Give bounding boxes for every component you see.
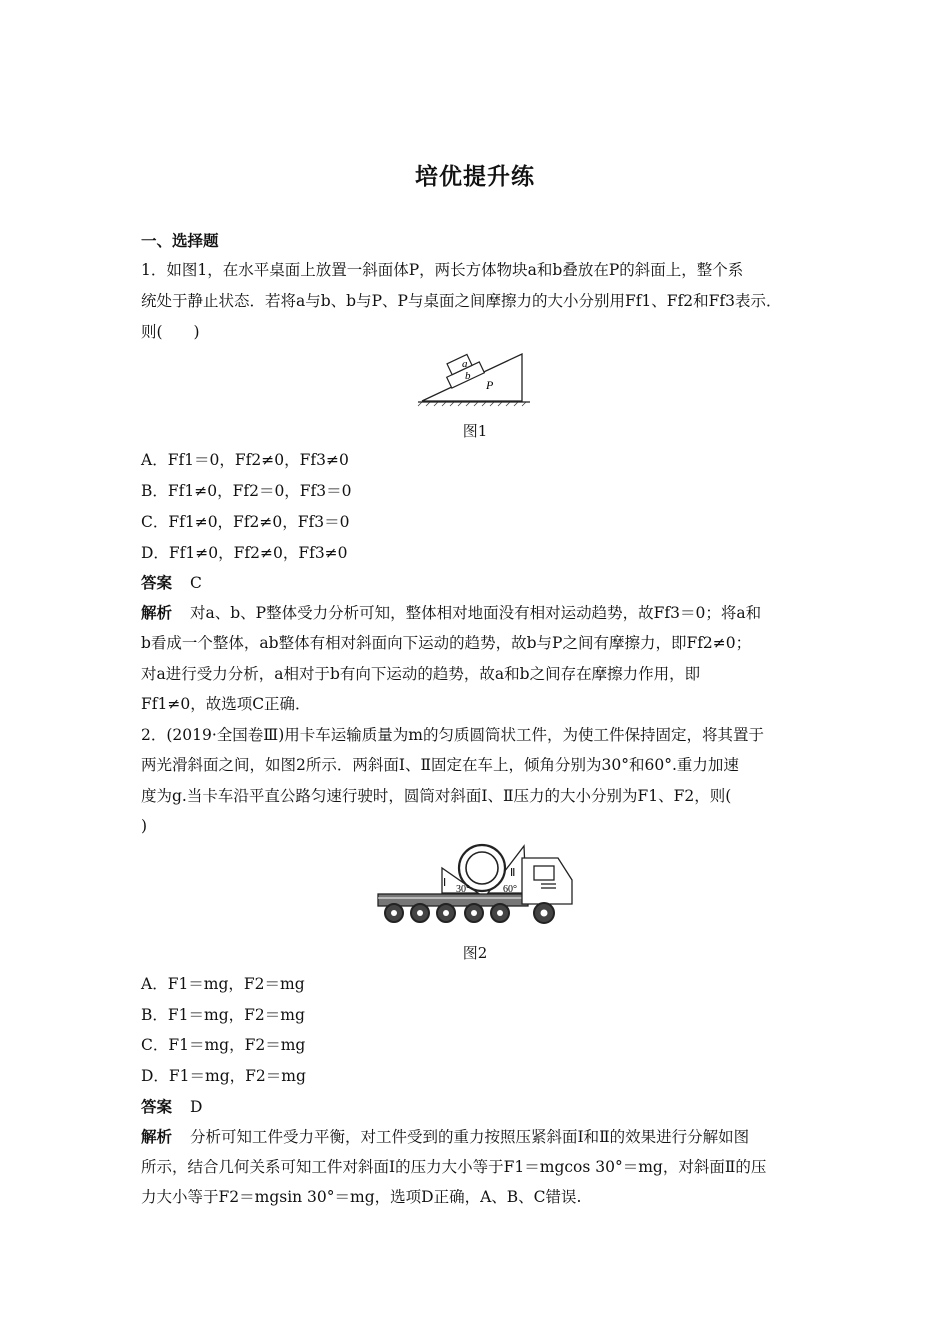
section-heading: 一、选择题 [141, 232, 219, 250]
q1-analysis-2: b看成一个整体，ab整体有相对斜面向下运动的趋势，故b与P之间有摩擦力，即Ff2≠0； [141, 634, 752, 652]
q2-analysis-1 [141, 1127, 811, 1147]
analysis-label: 解析 [141, 1128, 173, 1146]
incline-diagram [418, 351, 530, 406]
figure-2-truck [376, 838, 576, 930]
q1-option-d: D．Ff1≠0，Ff2≠0，Ff3≠0 [141, 544, 348, 562]
analysis-text: 对a、b、P整体受力分析可知，整体相对地面没有相对运动趋势，故Ff3＝0；将a和 [190, 604, 762, 622]
q1-option-a: A．Ff1＝0，Ff2≠0，Ff3≠0 [141, 451, 349, 469]
label-angle-30: 30° [456, 884, 470, 895]
q2-line-1: 2．(2019·全国卷Ⅲ)用卡车运输质量为m的匀质圆筒状工件，为使工件保持固定，将其置于 [141, 726, 764, 744]
q1-line-1: 1．如图1，在水平桌面上放置一斜面体P，两长方体物块a和b叠放在P的斜面上，整个系 [141, 261, 744, 279]
q2-option-c: C．F1＝mg，F2＝mg [141, 1036, 306, 1054]
q1-analysis-4: Ff1≠0，故选项C正确． [141, 695, 311, 713]
answer-label: 答案 [141, 574, 173, 592]
q1-line-3: 则( ) [141, 323, 200, 341]
figure-1-caption: 图1 [462, 422, 488, 440]
q1-line-2: 统处于静止状态．若将a与b、b与P、P与桌面之间摩擦力的大小分别用Ff1、Ff2和Ff3表示． [141, 292, 782, 310]
answer-value: C [190, 574, 202, 592]
label-incline-i: Ⅰ [443, 877, 447, 889]
label-a: a [462, 358, 468, 370]
q2-option-d: D．F1＝mg，F2＝mg [141, 1067, 306, 1085]
answer-value: D [190, 1098, 203, 1116]
q1-option-b: B．Ff1≠0，Ff2＝0，Ff3＝0 [141, 482, 352, 500]
q1-analysis-1 [141, 603, 811, 623]
q2-option-b: B．F1＝mg，F2＝mg [141, 1006, 305, 1024]
q2-line-2: 两光滑斜面之间，如图2所示．两斜面Ⅰ、Ⅱ固定在车上，倾角分别为30°和60°.重力加速 [141, 756, 739, 774]
q1-option-c: C．Ff1≠0，Ff2≠0，Ff3＝0 [141, 513, 350, 531]
q2-line-3: 度为g.当卡车沿平直公路匀速行驶时，圆筒对斜面Ⅰ、Ⅱ压力的大小分别为F1、F2，则( [141, 787, 732, 805]
label-incline-ii: Ⅱ [510, 867, 516, 879]
truck-diagram [378, 845, 572, 923]
label-p: P [486, 378, 494, 392]
analysis-label: 解析 [141, 604, 173, 622]
label-b: b [465, 370, 471, 382]
q1-answer [141, 573, 811, 593]
q2-option-a: A．F1＝mg，F2＝mg [141, 975, 305, 993]
analysis-text: 分析可知工件受力平衡，对工件受到的重力按照压紧斜面Ⅰ和Ⅱ的效果进行分解如图 [190, 1128, 750, 1146]
figure-2-caption: 图2 [462, 944, 488, 962]
q1-analysis-3: 对a进行受力分析，a相对于b有向下运动的趋势，故a和b之间存在摩擦力作用，即 [141, 665, 701, 683]
q2-answer [141, 1097, 811, 1117]
label-angle-60: 60° [503, 884, 517, 895]
q2-line-4: ) [141, 817, 148, 835]
figure-1-incline [414, 346, 534, 408]
page-title: 培优提升练 [415, 164, 535, 190]
answer-label: 答案 [141, 1098, 173, 1116]
q2-analysis-3: 力大小等于F2＝mgsin 30°＝mg，选项D正确，A、B、C错误. [141, 1188, 582, 1206]
q2-analysis-2: 所示，结合几何关系可知工件对斜面Ⅰ的压力大小等于F1＝mgcos 30°＝mg，对斜面Ⅱ的压 [141, 1158, 767, 1176]
